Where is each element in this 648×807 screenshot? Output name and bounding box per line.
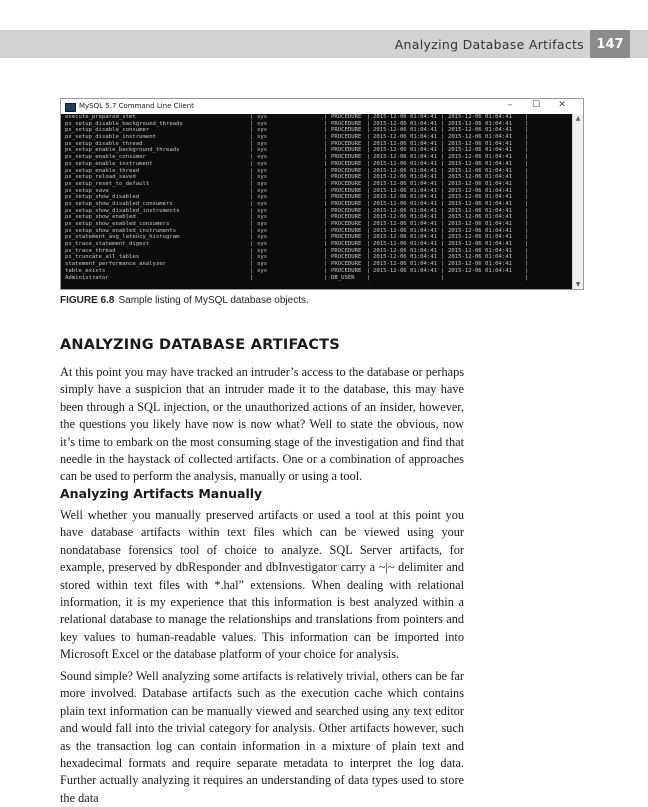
object-type: PROCEDURE <box>331 140 362 147</box>
object-schema: sys <box>257 267 268 274</box>
object-created: 2015-12-06 01:04:41 <box>373 127 437 134</box>
column-separator: | <box>525 147 529 154</box>
column-separator: | <box>525 134 529 141</box>
object-schema: sys <box>257 160 268 167</box>
object-schema: sys <box>257 247 268 254</box>
object-created: 2015-12-06 01:04:41 <box>373 221 437 227</box>
column-separator: | <box>441 154 445 161</box>
column-separator: | <box>525 254 529 261</box>
object-name: statement_performance_analyzer <box>65 261 167 268</box>
object-created: 2015-12-06 01:04:41 <box>373 154 437 161</box>
subsection-heading: Analyzing Artifacts Manually <box>60 486 263 501</box>
column-separator: | <box>250 154 254 161</box>
object-name: ps_setup_show_enabled_instruments <box>65 227 177 234</box>
column-separator: | <box>367 194 371 201</box>
object-modified: 2015-12-06 01:04:41 <box>448 154 512 161</box>
column-separator: | <box>525 187 529 194</box>
column-separator: | <box>525 247 529 254</box>
object-created: 2015-12-06 01:04:41 <box>373 207 437 214</box>
object-modified: 2015-12-06 01:04:41 <box>448 134 512 141</box>
object-modified: 2015-12-06 01:04:41 <box>448 147 512 154</box>
column-separator: | <box>324 221 328 227</box>
object-type: PROCEDURE <box>331 114 362 120</box>
column-separator: | <box>324 167 328 174</box>
object-created: 2015-12-06 01:04:41 <box>373 241 437 248</box>
column-separator: | <box>367 160 371 167</box>
column-separator: | <box>441 140 445 147</box>
column-separator: | <box>525 261 529 268</box>
column-separator: | <box>250 274 254 281</box>
object-schema: sys <box>257 127 268 134</box>
column-separator: | <box>367 127 371 134</box>
object-created: 2015-12-06 01:04:41 <box>373 180 437 187</box>
column-separator: | <box>324 241 328 248</box>
object-type: PROCEDURE <box>331 134 362 141</box>
column-separator: | <box>324 160 328 167</box>
column-separator: | <box>324 187 328 194</box>
object-name: ps_setup_show_disabled_instruments <box>65 207 180 214</box>
object-type: PROCEDURE <box>331 174 362 181</box>
object-name: ps_setup_show_disabled <box>65 194 140 201</box>
object-modified: 2015-12-06 01:04:41 <box>448 261 512 268</box>
object-modified: 2015-12-06 01:04:41 <box>448 221 512 227</box>
column-separator: | <box>525 114 529 120</box>
object-modified: 2015-12-06 01:04:41 <box>448 254 512 261</box>
console-row <box>61 234 573 241</box>
object-name: ps_setup_reload_saved <box>65 174 136 181</box>
object-name: ps_trace_statement_digest <box>65 241 150 248</box>
column-separator: | <box>250 140 254 147</box>
object-type: PROCEDURE <box>331 247 362 254</box>
column-separator: | <box>367 234 371 241</box>
object-name: ps_setup_disable_instrument <box>65 134 156 141</box>
object-name: ps_setup_show_enabled <box>65 214 136 221</box>
object-modified: 2015-12-06 01:04:41 <box>448 234 512 241</box>
column-separator: | <box>525 167 529 174</box>
console-row <box>61 127 573 134</box>
column-separator: | <box>367 221 371 227</box>
object-name: ps_setup_enable_instrument <box>65 160 153 167</box>
console-output <box>61 114 573 289</box>
object-type: DB_USER <box>331 274 355 281</box>
console-row <box>61 134 573 141</box>
figure-caption-text: Sample listing of MySQL database objects. <box>118 295 309 306</box>
object-schema: sys <box>257 241 268 248</box>
column-separator: | <box>441 241 445 248</box>
console-row <box>61 214 573 221</box>
object-type: PROCEDURE <box>331 234 362 241</box>
object-modified: 2015-12-06 01:04:41 <box>448 127 512 134</box>
console-row <box>61 261 573 268</box>
column-separator: | <box>250 180 254 187</box>
column-separator: | <box>525 267 529 274</box>
object-modified: 2015-12-06 01:04:41 <box>448 241 512 248</box>
object-type: PROCEDURE <box>331 254 362 261</box>
column-separator: | <box>367 247 371 254</box>
column-separator: | <box>250 200 254 207</box>
object-modified: 2015-12-06 01:04:41 <box>448 194 512 201</box>
column-separator: | <box>367 214 371 221</box>
object-created: 2015-12-06 01:04:41 <box>373 147 437 154</box>
column-separator: | <box>324 207 328 214</box>
section-heading: ANALYZING DATABASE ARTIFACTS <box>60 337 340 353</box>
column-separator: | <box>250 247 254 254</box>
object-created: 2015-12-06 01:04:41 <box>373 261 437 268</box>
column-separator: | <box>441 127 445 134</box>
object-schema: sys <box>257 234 268 241</box>
object-name: ps_setup_reset_to_default <box>65 180 150 187</box>
console-row <box>61 248 573 255</box>
object-type: PROCEDURE <box>331 267 362 274</box>
object-type: PROCEDURE <box>331 180 362 187</box>
column-separator: | <box>441 114 445 120</box>
object-name: table_exists <box>65 267 106 274</box>
column-separator: | <box>441 160 445 167</box>
column-separator: | <box>367 147 371 154</box>
column-separator: | <box>441 254 445 261</box>
object-type: PROCEDURE <box>331 200 362 207</box>
object-created: 2015-12-06 01:04:41 <box>373 227 437 234</box>
object-type: PROCEDURE <box>331 147 362 154</box>
column-separator: | <box>250 174 254 181</box>
column-separator: | <box>324 174 328 181</box>
column-separator: | <box>324 134 328 141</box>
object-name: Administrator <box>65 274 109 281</box>
object-modified: 2015-12-06 01:04:41 <box>448 207 512 214</box>
column-separator: | <box>525 174 529 181</box>
column-separator: | <box>525 221 529 227</box>
column-separator: | <box>525 234 529 241</box>
console-row <box>61 254 573 261</box>
object-name: ps_setup_save <box>65 187 109 194</box>
column-separator: | <box>250 267 254 274</box>
column-separator: | <box>324 180 328 187</box>
object-name: execute_prepared_stmt <box>65 114 136 120</box>
column-separator: | <box>250 241 254 248</box>
scroll-down-icon[interactable]: ▼ <box>575 281 581 288</box>
object-created: 2015-12-06 01:04:41 <box>373 254 437 261</box>
object-schema: sys <box>257 187 268 194</box>
terminal-icon <box>65 103 76 112</box>
object-modified: 2015-12-06 01:04:41 <box>448 247 512 254</box>
object-modified: 2015-12-06 01:04:41 <box>448 160 512 167</box>
column-separator: | <box>324 194 328 201</box>
object-name: ps_setup_enable_background_threads <box>65 147 180 154</box>
console-row <box>61 181 573 188</box>
object-type: PROCEDURE <box>331 227 362 234</box>
column-separator: | <box>441 267 445 274</box>
paragraph-manual: Well whether you manually preserved artifacts or used a tool at this point you have database artifacts within text files which can be viewed using your nondatabase forensics tool of choice to analyze. SQL Server artifacts, for example, preserved by dbResponder and dbInvestigator carry a ~|~ delimiter and stored within text files with *.hal” extensions. When dealing with relational information, it is my experience that this information is best analyzed within a relational database to manage the relationships and translations from pointers and key values to human-readable values. This information can be imported into Microsoft Excel or the database platform of your choice for analysis. <box>60 508 464 662</box>
console-window-title: MySQL 5.7 Command Line Client <box>79 102 194 110</box>
object-name: ps_setup_enable_thread <box>65 167 140 174</box>
object-type: PROCEDURE <box>331 207 362 214</box>
running-title: Analyzing Database Artifacts <box>394 37 584 52</box>
column-separator: | <box>525 207 529 214</box>
object-modified: 2015-12-06 01:04:41 <box>448 227 512 234</box>
console-row <box>61 141 573 148</box>
column-separator: | <box>324 227 328 234</box>
column-separator: | <box>441 187 445 194</box>
column-separator: | <box>250 127 254 134</box>
column-separator: | <box>441 274 445 281</box>
column-separator: | <box>367 140 371 147</box>
object-modified: 2015-12-06 01:04:41 <box>448 120 512 127</box>
object-schema: sys <box>257 254 268 261</box>
object-type: PROCEDURE <box>331 221 362 227</box>
column-separator: | <box>367 174 371 181</box>
object-type: PROCEDURE <box>331 154 362 161</box>
object-created: 2015-12-06 01:04:41 <box>373 187 437 194</box>
object-created: 2015-12-06 01:04:41 <box>373 174 437 181</box>
column-separator: | <box>441 134 445 141</box>
column-separator: | <box>367 187 371 194</box>
object-modified: 2015-12-06 01:04:41 <box>448 187 512 194</box>
column-separator: | <box>525 160 529 167</box>
column-separator: | <box>324 247 328 254</box>
column-separator: | <box>324 120 328 127</box>
object-modified: 2015-12-06 01:04:41 <box>448 267 512 274</box>
column-separator: | <box>250 207 254 214</box>
column-separator: | <box>324 267 328 274</box>
object-schema: sys <box>257 200 268 207</box>
console-row <box>61 188 573 195</box>
object-type: PROCEDURE <box>331 127 362 134</box>
object-modified: 2015-12-06 01:04:41 <box>448 114 512 120</box>
column-separator: | <box>441 214 445 221</box>
column-separator: | <box>324 127 328 134</box>
column-separator: | <box>441 234 445 241</box>
object-schema: sys <box>257 227 268 234</box>
column-separator: | <box>441 247 445 254</box>
object-schema: sys <box>257 140 268 147</box>
column-separator: | <box>441 207 445 214</box>
column-separator: | <box>324 114 328 120</box>
object-schema: sys <box>257 261 268 268</box>
column-separator: | <box>525 120 529 127</box>
console-row <box>61 161 573 168</box>
object-type: PROCEDURE <box>331 187 362 194</box>
column-separator: | <box>324 140 328 147</box>
object-modified: 2015-12-06 01:04:41 <box>448 214 512 221</box>
column-separator: | <box>324 154 328 161</box>
object-created: 2015-12-06 01:04:41 <box>373 214 437 221</box>
console-scrollbar[interactable] <box>572 114 583 289</box>
paragraph-intro: At this point you may have tracked an intruder’s access to the database or perhaps simply have a suspicion that an intruder made it to the database, this may have been through a SQL injection, or the unauthorized actions of an insider, however, the questions you likely have now is now what? Well to state the obvious, now it’s time to embark on the most consuming stage of the investigation and find that needle in the haystack of collected artifacts. One or a combination of approaches can be used to perform the analysis, manually or using a tool. <box>60 365 464 484</box>
column-separator: | <box>441 120 445 127</box>
object-name: ps_setup_enable_consumer <box>65 154 146 161</box>
object-schema: sys <box>257 174 268 181</box>
page-number: 147 <box>590 30 630 58</box>
column-separator: | <box>367 241 371 248</box>
console-row <box>61 268 573 275</box>
column-separator: | <box>250 160 254 167</box>
column-separator: | <box>250 187 254 194</box>
column-separator: | <box>324 200 328 207</box>
console-row <box>61 174 573 181</box>
column-separator: | <box>441 194 445 201</box>
column-separator: | <box>367 167 371 174</box>
object-schema: sys <box>257 120 268 127</box>
column-separator: | <box>250 214 254 221</box>
column-separator: | <box>525 154 529 161</box>
column-separator: | <box>324 274 328 281</box>
object-schema: sys <box>257 207 268 214</box>
column-separator: | <box>441 227 445 234</box>
object-name: ps_setup_disable_thread <box>65 140 143 147</box>
object-created: 2015-12-06 01:04:41 <box>373 194 437 201</box>
object-type: PROCEDURE <box>331 241 362 248</box>
object-schema: sys <box>257 221 268 227</box>
object-name: ps_setup_show_disabled_consumers <box>65 200 173 207</box>
object-created: 2015-12-06 01:04:41 <box>373 234 437 241</box>
scroll-up-icon[interactable]: ▲ <box>575 115 581 122</box>
column-separator: | <box>324 147 328 154</box>
column-separator: | <box>525 241 529 248</box>
object-created: 2015-12-06 01:04:41 <box>373 120 437 127</box>
object-type: PROCEDURE <box>331 160 362 167</box>
window-controls <box>497 100 575 110</box>
object-modified: 2015-12-06 01:04:41 <box>448 200 512 207</box>
column-separator: | <box>441 167 445 174</box>
column-separator: | <box>367 180 371 187</box>
console-row <box>61 114 573 121</box>
object-created: 2015-12-06 01:04:41 <box>373 247 437 254</box>
column-separator: | <box>525 127 529 134</box>
column-separator: | <box>441 261 445 268</box>
console-window <box>60 98 584 290</box>
object-name: ps_setup_disable_consumer <box>65 127 150 134</box>
column-separator: | <box>441 221 445 227</box>
column-separator: | <box>525 227 529 234</box>
column-separator: | <box>441 174 445 181</box>
object-type: PROCEDURE <box>331 167 362 174</box>
console-row <box>61 208 573 215</box>
column-separator: | <box>525 194 529 201</box>
close-icon[interactable]: ✕ <box>558 100 566 110</box>
column-separator: | <box>525 200 529 207</box>
column-separator: | <box>250 261 254 268</box>
object-schema: sys <box>257 214 268 221</box>
object-name: ps_truncate_all_tables <box>65 254 140 261</box>
console-row <box>61 241 573 248</box>
paragraph-complexity: Sound simple? Well analyzing some artifacts is relatively trivial, others can be far more involved. Database artifacts such as the execution cache which contains plain text information can be manually viewed and searched using any text editor and would fall into the trivial category for analysis. Other artifacts however, such as the transaction log can contain information in a mixture of plain text and hexadecimal formats and require separate metadata to interpret the log data. Further actually analyzing it requires an understanding of data types used to store the data <box>60 669 464 805</box>
object-schema: sys <box>257 167 268 174</box>
object-schema: sys <box>257 147 268 154</box>
column-separator: | <box>250 147 254 154</box>
column-separator: | <box>367 267 371 274</box>
column-separator: | <box>441 147 445 154</box>
column-separator: | <box>367 154 371 161</box>
console-row <box>61 275 573 282</box>
column-separator: | <box>367 254 371 261</box>
object-schema: sys <box>257 180 268 187</box>
object-schema: sys <box>257 134 268 141</box>
column-separator: | <box>441 180 445 187</box>
column-separator: | <box>367 200 371 207</box>
object-created: 2015-12-06 01:04:41 <box>373 160 437 167</box>
object-name: ps_statement_avg_latency_histogram <box>65 234 180 241</box>
column-separator: | <box>367 114 371 120</box>
console-row <box>61 154 573 161</box>
object-name: ps_trace_thread <box>65 247 116 254</box>
console-row <box>61 194 573 201</box>
object-created: 2015-12-06 01:04:41 <box>373 267 437 274</box>
column-separator: | <box>525 180 529 187</box>
column-separator: | <box>324 254 328 261</box>
console-row <box>61 121 573 128</box>
column-separator: | <box>525 140 529 147</box>
object-modified: 2015-12-06 01:04:41 <box>448 180 512 187</box>
column-separator: | <box>525 214 529 221</box>
column-separator: | <box>250 221 254 227</box>
object-modified: 2015-12-06 01:04:41 <box>448 174 512 181</box>
column-separator: | <box>525 274 529 281</box>
object-type: PROCEDURE <box>331 120 362 127</box>
column-separator: | <box>324 261 328 268</box>
object-created: 2015-12-06 01:04:41 <box>373 167 437 174</box>
minimize-icon[interactable]: – <box>507 100 513 110</box>
column-separator: | <box>250 254 254 261</box>
console-row <box>61 168 573 175</box>
console-titlebar <box>61 99 583 114</box>
column-separator: | <box>250 194 254 201</box>
object-created: 2015-12-06 01:04:41 <box>373 200 437 207</box>
figure-label: FIGURE 6.8 <box>60 295 115 306</box>
object-name: ps_setup_show_enabled_consumers <box>65 221 170 227</box>
column-separator: | <box>324 214 328 221</box>
column-separator: | <box>250 114 254 120</box>
object-created: 2015-12-06 01:04:41 <box>373 140 437 147</box>
console-row <box>61 201 573 208</box>
object-schema: sys <box>257 194 268 201</box>
column-separator: | <box>250 234 254 241</box>
object-modified: 2015-12-06 01:04:41 <box>448 167 512 174</box>
object-name: ps_setup_disable_background_threads <box>65 120 183 127</box>
column-separator: | <box>324 234 328 241</box>
column-separator: | <box>250 134 254 141</box>
object-schema: sys <box>257 114 268 120</box>
column-separator: | <box>250 167 254 174</box>
console-row <box>61 147 573 154</box>
object-type: PROCEDURE <box>331 214 362 221</box>
console-row <box>61 228 573 235</box>
column-separator: | <box>367 274 371 281</box>
object-type: PROCEDURE <box>331 194 362 201</box>
object-created: 2015-12-06 01:04:41 <box>373 114 437 120</box>
column-separator: | <box>367 207 371 214</box>
column-separator: | <box>367 134 371 141</box>
object-type: PROCEDURE <box>331 261 362 268</box>
column-separator: | <box>367 261 371 268</box>
object-created: 2015-12-06 01:04:41 <box>373 134 437 141</box>
console-row <box>61 221 573 228</box>
column-separator: | <box>367 120 371 127</box>
column-separator: | <box>367 227 371 234</box>
column-separator: | <box>250 120 254 127</box>
figure-caption <box>60 295 600 306</box>
object-modified: 2015-12-06 01:04:41 <box>448 140 512 147</box>
maximize-icon[interactable]: ☐ <box>531 100 541 110</box>
object-schema: sys <box>257 154 268 161</box>
column-separator: | <box>441 200 445 207</box>
column-separator: | <box>250 227 254 234</box>
